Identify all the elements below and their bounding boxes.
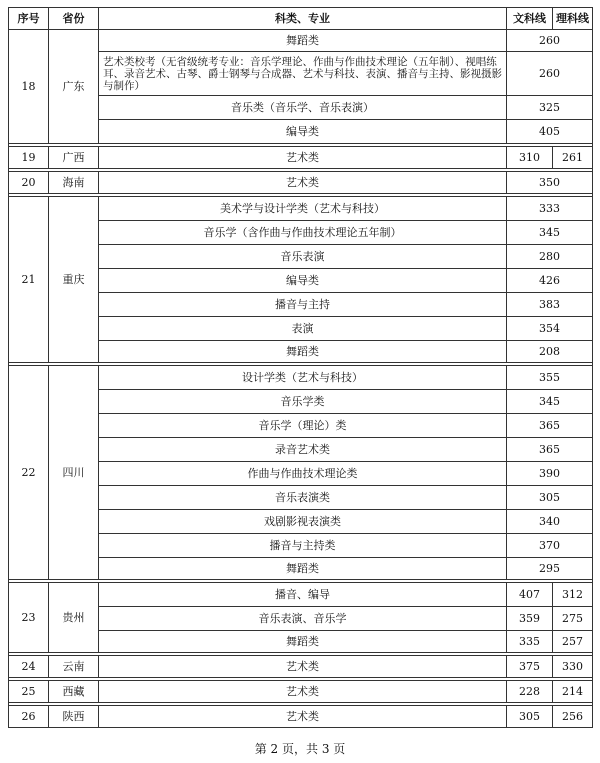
major-cell: 编导类 <box>99 269 507 293</box>
major-cell: 舞蹈类 <box>99 341 507 363</box>
major-cell: 舞蹈类 <box>99 558 507 580</box>
header-arts: 文科线 <box>507 8 553 30</box>
major-cell: 录音艺术类 <box>99 438 507 462</box>
major-cell: 音乐学类 <box>99 390 507 414</box>
major-cell: 艺术类 <box>99 681 507 703</box>
province-cell: 广西 <box>49 147 99 169</box>
index-cell: 19 <box>9 147 49 169</box>
table-row <box>9 681 593 703</box>
major-cell: 音乐表演、音乐学 <box>99 607 507 631</box>
index-cell: 24 <box>9 656 49 678</box>
table-row <box>9 366 593 390</box>
arts-cell: 228 <box>507 681 553 703</box>
index-cell: 20 <box>9 172 49 194</box>
province-cell: 重庆 <box>49 197 99 363</box>
major-cell: 设计学类（艺术与科技） <box>99 366 507 390</box>
header-province: 省份 <box>49 8 99 30</box>
science-cell: 261 <box>553 147 593 169</box>
page-footer: 第 2 页，共 3 页 <box>254 742 346 756</box>
index-cell: 18 <box>9 30 49 144</box>
header-science: 理科线 <box>553 8 593 30</box>
score-cell: 260 <box>507 52 593 96</box>
major-cell: 艺术类 <box>99 706 507 728</box>
score-cell: 295 <box>507 558 593 580</box>
score-cell: 426 <box>507 269 593 293</box>
score-cell: 280 <box>507 245 593 269</box>
science-cell: 275 <box>553 607 593 631</box>
header-major: 科类、专业 <box>99 8 507 30</box>
score-cell: 345 <box>507 390 593 414</box>
index-cell: 22 <box>9 366 49 580</box>
score-cell: 383 <box>507 293 593 317</box>
major-cell: 艺术类 <box>99 656 507 678</box>
major-cell: 艺术类 <box>99 147 507 169</box>
science-cell: 330 <box>553 656 593 678</box>
province-cell: 西藏 <box>49 681 99 703</box>
science-cell: 312 <box>553 583 593 607</box>
province-cell: 贵州 <box>49 583 99 653</box>
major-cell: 戏剧影视表演类 <box>99 510 507 534</box>
table-row <box>9 147 593 169</box>
index-cell: 23 <box>9 583 49 653</box>
province-cell: 海南 <box>49 172 99 194</box>
index-cell: 26 <box>9 706 49 728</box>
science-cell: 257 <box>553 631 593 653</box>
table-row <box>9 656 593 678</box>
arts-cell: 310 <box>507 147 553 169</box>
score-cell: 333 <box>507 197 593 221</box>
score-cell: 340 <box>507 510 593 534</box>
index-cell: 25 <box>9 681 49 703</box>
major-cell: 音乐学（含作曲与作曲技术理论五年制） <box>99 221 507 245</box>
table-row <box>9 30 593 52</box>
province-cell: 广东 <box>49 30 99 144</box>
score-table <box>8 7 593 728</box>
score-cell: 325 <box>507 96 593 120</box>
major-cell: 舞蹈类 <box>99 631 507 653</box>
science-cell: 256 <box>553 706 593 728</box>
score-cell: 355 <box>507 366 593 390</box>
score-cell: 370 <box>507 534 593 558</box>
major-cell: 音乐学（理论）类 <box>99 414 507 438</box>
header-row <box>9 8 593 30</box>
score-cell: 350 <box>507 172 593 194</box>
major-cell: 美术学与设计学类（艺术与科技） <box>99 197 507 221</box>
score-cell: 390 <box>507 462 593 486</box>
score-cell: 354 <box>507 317 593 341</box>
arts-cell: 335 <box>507 631 553 653</box>
major-cell: 音乐表演类 <box>99 486 507 510</box>
arts-cell: 375 <box>507 656 553 678</box>
arts-cell: 407 <box>507 583 553 607</box>
province-cell: 四川 <box>49 366 99 580</box>
score-cell: 208 <box>507 341 593 363</box>
score-cell: 405 <box>507 120 593 144</box>
major-cell: 作曲与作曲技术理论类 <box>99 462 507 486</box>
major-cell: 艺术类 <box>99 172 507 194</box>
table-row <box>9 706 593 728</box>
score-cell: 260 <box>507 30 593 52</box>
major-cell: 编导类 <box>99 120 507 144</box>
major-cell: 舞蹈类 <box>99 30 507 52</box>
science-cell: 214 <box>553 681 593 703</box>
major-cell: 播音与主持类 <box>99 534 507 558</box>
province-cell: 云南 <box>49 656 99 678</box>
major-cell: 播音、编导 <box>99 583 507 607</box>
header-index: 序号 <box>9 8 49 30</box>
major-cell: 艺术类校考（无省级统考专业：音乐学理论、作曲与作曲技术理论（五年制）、视唱练耳、录音艺术、古琴、爵士钢琴与合成器、艺术与科技、表演、播音与主持、影视摄影与制作） <box>99 52 507 96</box>
score-cell: 305 <box>507 486 593 510</box>
major-cell: 音乐类（音乐学、音乐表演） <box>99 96 507 120</box>
major-cell: 音乐表演 <box>99 245 507 269</box>
arts-cell: 305 <box>507 706 553 728</box>
major-cell: 表演 <box>99 317 507 341</box>
index-cell: 21 <box>9 197 49 363</box>
table-row <box>9 583 593 607</box>
province-cell: 陕西 <box>49 706 99 728</box>
score-cell: 365 <box>507 414 593 438</box>
table-row <box>9 197 593 221</box>
arts-cell: 359 <box>507 607 553 631</box>
score-cell: 345 <box>507 221 593 245</box>
table-row <box>9 172 593 194</box>
score-cell: 365 <box>507 438 593 462</box>
major-cell: 播音与主持 <box>99 293 507 317</box>
